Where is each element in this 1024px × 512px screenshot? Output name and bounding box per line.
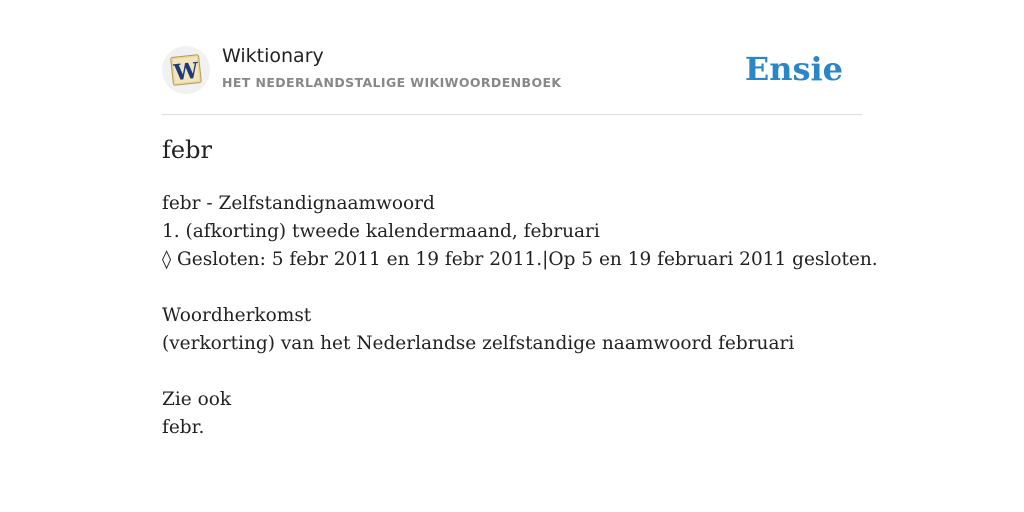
see-also-heading: Zie ook: [162, 389, 232, 410]
etymology-text: (verkorting) van het Nederlandse zelfstandige naamwoord februari: [162, 333, 795, 354]
page-title: febr: [162, 136, 212, 164]
spacer: [162, 274, 862, 302]
spacer: [162, 358, 862, 386]
entry-heading: febr - Zelfstandignaamwoord: [162, 193, 435, 214]
see-also-item[interactable]: febr.: [162, 417, 205, 438]
site-header: [162, 44, 862, 115]
svg-text:W: W: [172, 57, 200, 87]
wiktionary-logo-icon[interactable]: [162, 46, 210, 94]
site-tagline: HET NEDERLANDSTALIGE WIKIWOORDENBOEK: [222, 75, 562, 90]
definition-text: 1. (afkorting) tweede kalendermaand, februari: [162, 221, 600, 242]
example-text: ◊ Gesloten: 5 febr 2011 en 19 febr 2011.|Op 5 en 19 februari 2011 gesloten.: [162, 249, 878, 270]
ensie-logo-link[interactable]: Ensie: [744, 50, 843, 88]
site-name[interactable]: Wiktionary: [222, 45, 324, 67]
entry-content: [162, 190, 878, 442]
etymology-heading: Woordherkomst: [162, 305, 312, 326]
